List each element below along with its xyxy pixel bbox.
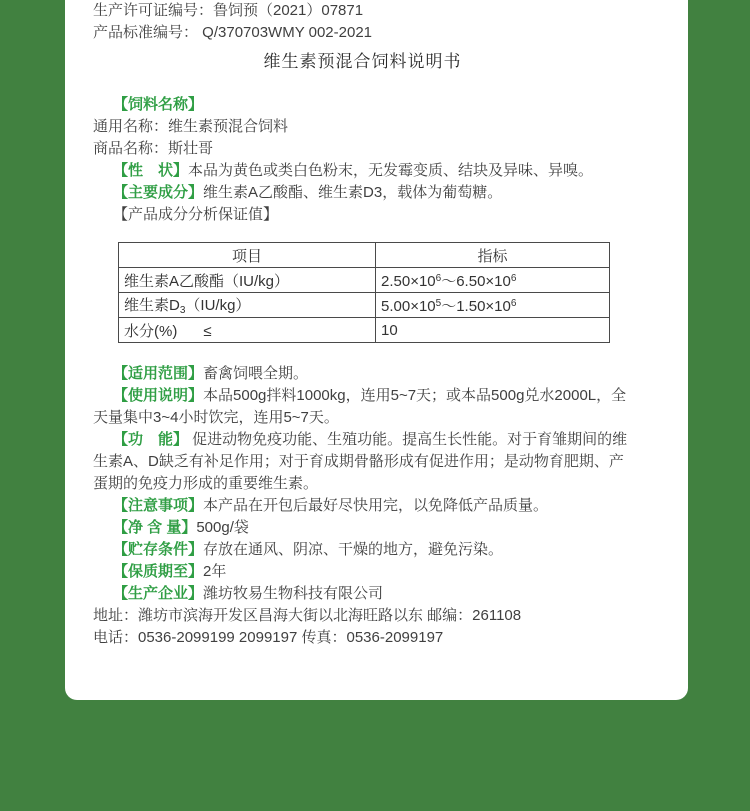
spec-value: 5.00×10 [381, 297, 436, 315]
standard-number-line: 产品标准编号： Q/370703WMY 002-2021 [93, 24, 373, 41]
scope-text: 畜禽饲喂全期。 [203, 365, 309, 382]
shelf-life-text: 2年 [203, 563, 227, 580]
function-line [93, 429, 632, 495]
scope-line [93, 363, 632, 385]
spec-cell [376, 293, 610, 318]
instructions-text: 本品500g拌料1000kg，连用5~7天；或本品500g兑水2000L，全天量集中3~4小时饮完，连用5~7天。 [93, 387, 627, 426]
character-heading: 【性 状】 [113, 162, 189, 179]
net-content-line [93, 517, 632, 539]
shelf-life-line [93, 561, 632, 583]
spec-value: 6.50×10 [456, 272, 511, 290]
storage-line [93, 539, 632, 561]
document-content [65, 0, 688, 649]
item-cell [119, 318, 376, 343]
generic-name-line: 通用名称：维生素预混合饲料 [93, 118, 289, 135]
spec-cell [376, 268, 610, 293]
function-heading: 【功 能】 [113, 431, 189, 448]
manufacturer-text: 潍坊牧易生物科技有限公司 [203, 585, 384, 602]
shelf-life-heading: 【保质期至】 [113, 563, 204, 580]
spec-exponent: 5 [435, 297, 442, 309]
spec-exponent: 6 [510, 272, 517, 284]
storage-text: 存放在通风、阴凉、干燥的地方，避免污染。 [203, 541, 504, 558]
storage-heading: 【贮存条件】 [113, 541, 204, 558]
table-header-spec: 指标 [376, 243, 610, 268]
feed-name-heading [93, 94, 632, 116]
scope-heading: 【适用范围】 [113, 365, 204, 382]
item-text: 维生素D [124, 297, 180, 314]
net-content-text: 500g/袋 [196, 519, 249, 536]
item-text: （IU/kg） [185, 297, 251, 314]
spec-range-separator: ～ [441, 272, 457, 290]
table-header-item: 项目 [119, 243, 376, 268]
address-line: 地址：潍坊市滨海开发区昌海大街以北海旺路以东 邮编：261108 [93, 607, 522, 624]
table-row-vitamin-a [119, 268, 610, 293]
spec-value: 1.50×10 [456, 297, 511, 315]
analysis-guarantee-table [118, 242, 610, 343]
spec-exponent: 6 [435, 272, 442, 284]
manufacturer-heading: 【生产企业】 [113, 585, 204, 602]
precautions-text: 本产品在开包后最好尽快用完，以免降低产品质量。 [203, 497, 549, 514]
table-row-vitamin-d3 [119, 293, 610, 318]
item-cell: 维生素A乙酸酯（IU/kg） [119, 268, 376, 293]
item-cell [119, 293, 376, 318]
net-content-heading: 【净 含 量】 [113, 519, 197, 536]
ingredients-line [93, 182, 632, 204]
precautions-line [93, 495, 632, 517]
instructions-heading: 【使用说明】 [113, 387, 204, 404]
trade-name-line: 商品名称：斯壮哥 [93, 140, 214, 157]
table-header-row [119, 243, 610, 268]
item-subscript: 3 [179, 305, 186, 316]
spec-cell: 10 [376, 318, 610, 343]
page-title: 维生素预混合饲料说明书 [263, 52, 462, 71]
character-text: 本品为黄色或类白色粉末，无发霉变质、结块及异味、异嗅。 [188, 162, 594, 179]
guarantee-heading-line: 【产品成分分析保证值】 [113, 206, 279, 223]
document-panel [65, 0, 688, 700]
license-number-line: 生产许可证编号：鲁饲预（2021）07871 [93, 2, 364, 19]
phone-line: 电话：0536-2099199 2099197 传真：0536-2099197 [93, 629, 444, 646]
less-equal-sign: ≤ [203, 322, 212, 340]
precautions-heading: 【注意事项】 [113, 497, 204, 514]
item-text: 水分(%) [124, 322, 178, 340]
spec-value: 2.50×10 [381, 272, 436, 290]
instructions-line [93, 385, 632, 429]
character-line [93, 160, 632, 182]
function-text: 促进动物免疫功能、生殖功能。提高生长性能。对于育雏期间的维生素A、D缺乏有补足作用；对于育成期骨骼形成有促进作用；是动物育肥期、产蛋期的免疫力形成的重要维生素。 [93, 431, 628, 492]
table-row-moisture [119, 318, 610, 343]
feed-name-heading-label: 【饲料名称】 [113, 96, 204, 113]
spec-range-separator: ～ [441, 297, 457, 315]
ingredients-text: 维生素A乙酸酯、维生素D3，载体为葡萄糖。 [203, 184, 503, 201]
ingredients-heading: 【主要成分】 [113, 184, 204, 201]
manufacturer-line [93, 583, 632, 605]
spec-exponent: 6 [510, 297, 517, 309]
